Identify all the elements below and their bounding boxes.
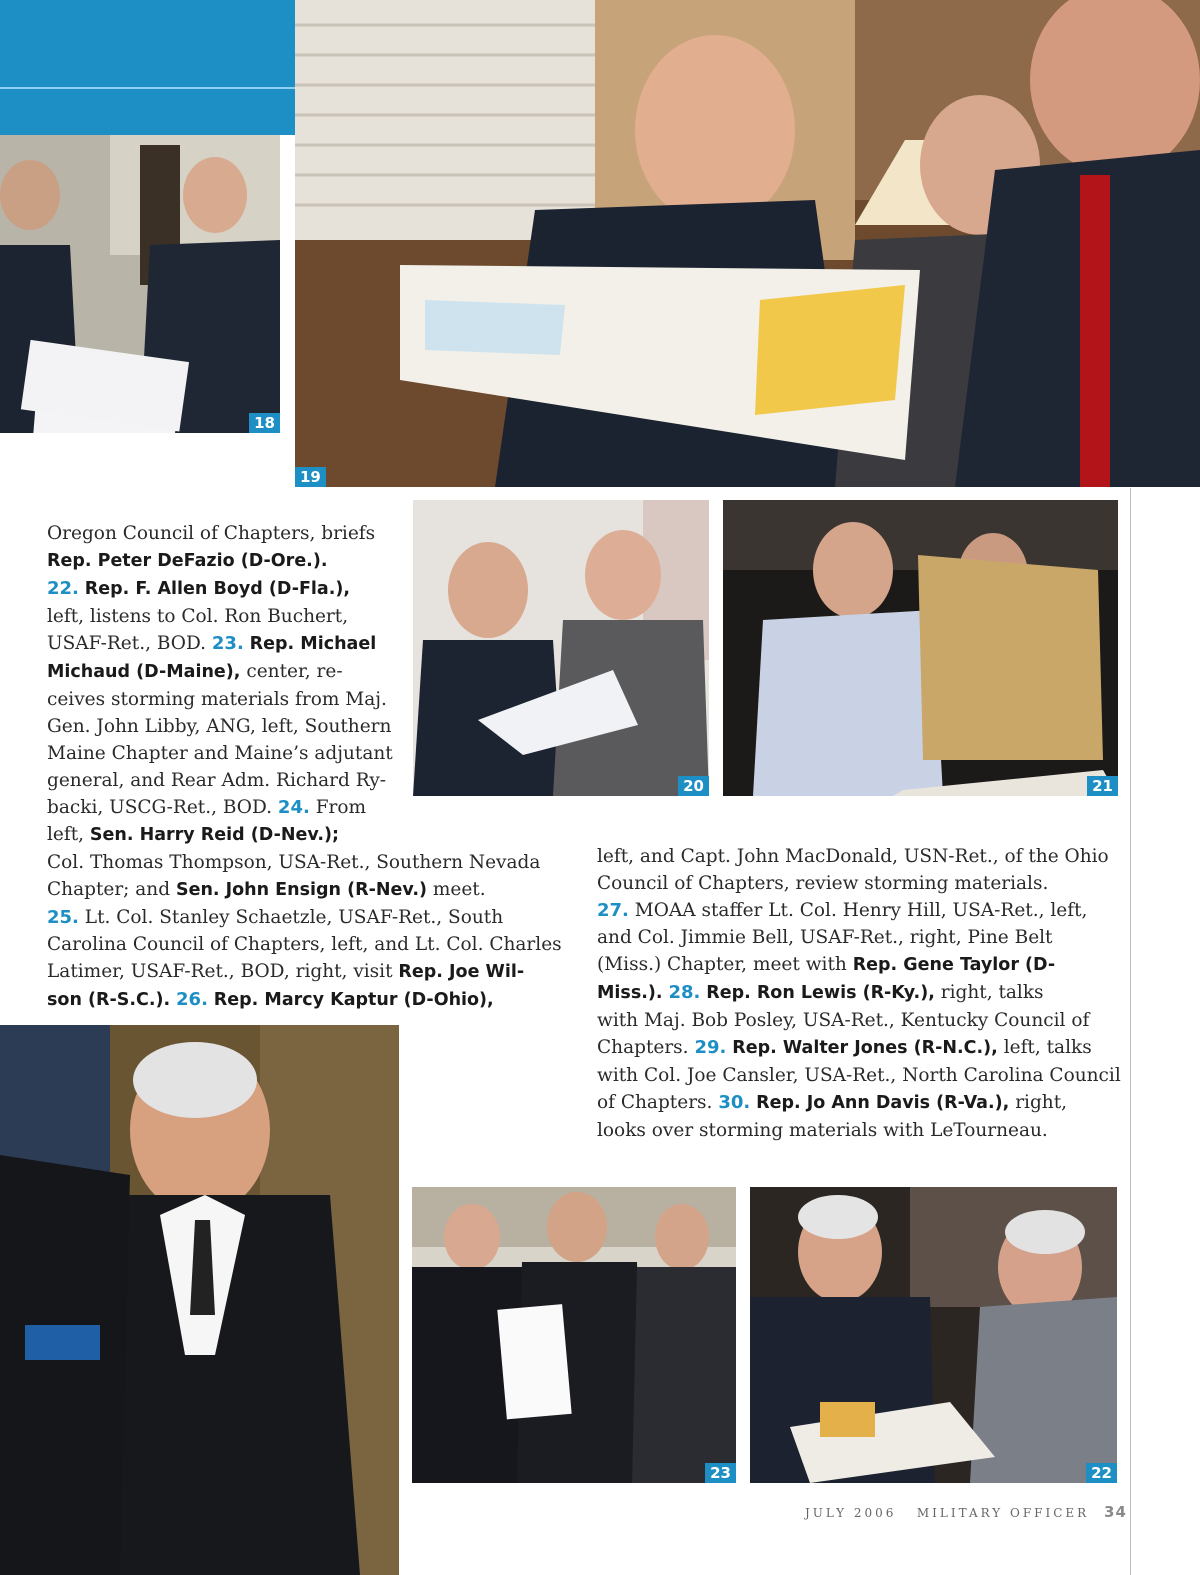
- caption-line: ceives storming materials from Maj.: [47, 689, 387, 710]
- photo-number: 21: [1087, 776, 1118, 796]
- caption-line: 27. MOAA staffer Lt. Col. Henry Hill, USA-Ret., left,: [597, 900, 1088, 921]
- caption-line: (Miss.) Chapter, meet with Rep. Gene Taylor (D-: [597, 954, 1056, 975]
- page-footer: [805, 1503, 1127, 1521]
- caption-line: general, and Rear Adm. Richard Ry-: [47, 770, 387, 791]
- caption-line: Maine Chapter and Maine’s adjutant: [47, 743, 393, 764]
- photo-23: [412, 1187, 736, 1483]
- caption-line: backi, USCG-Ret., BOD. 24. From: [47, 797, 367, 818]
- photo-number: 19: [295, 467, 326, 487]
- caption-line: with Maj. Bob Posley, USA-Ret., Kentucky Council of: [597, 1010, 1090, 1031]
- caption-line: left, Sen. Harry Reid (D-Nev.);: [47, 824, 340, 845]
- caption-line: Gen. John Libby, ANG, left, Southern: [47, 716, 392, 737]
- caption-line: Miss.). 28. Rep. Ron Lewis (R-Ky.), right, talks: [597, 982, 1044, 1003]
- caption-line: Oregon Council of Chapters, briefs: [47, 523, 376, 544]
- footer-magazine: MILITARY OFFICER: [916, 1506, 1090, 1520]
- caption-line: Col. Thomas Thompson, USA-Ret., Southern Nevada: [47, 852, 541, 873]
- photo-large-left: [0, 1025, 399, 1575]
- caption-line: Chapter; and Sen. John Ensign (R-Nev.) meet.: [47, 879, 486, 900]
- photo-number: 20: [678, 776, 709, 796]
- section-color-block: [0, 0, 295, 135]
- caption-line: left, listens to Col. Ron Buchert,: [47, 606, 349, 627]
- caption-line: with Col. Joe Cansler, USA-Ret., North Carolina Council: [597, 1065, 1121, 1086]
- photo-21: [723, 500, 1118, 796]
- caption-line: Carolina Council of Chapters, left, and Lt. Col. Charles: [47, 934, 562, 955]
- photo-number: 22: [1086, 1463, 1117, 1483]
- photo-22: [750, 1187, 1117, 1483]
- caption-left-column: [47, 520, 567, 1014]
- footer-issue: JULY 2006: [805, 1506, 897, 1520]
- caption-line: and Col. Jimmie Bell, USAF-Ret., right, Pine Belt: [597, 927, 1053, 948]
- photo-number: 23: [705, 1463, 736, 1483]
- caption-line: looks over storming materials with LeTourneau.: [597, 1120, 1048, 1141]
- caption-line: Chapters. 29. Rep. Walter Jones (R-N.C.), left, talks: [597, 1037, 1092, 1058]
- page-number: 34: [1104, 1503, 1127, 1521]
- caption-line: Michaud (D-Maine), center, re-: [47, 661, 343, 682]
- caption-right-column: [597, 843, 1127, 1144]
- caption-line: Rep. Peter DeFazio (D-Ore.).: [47, 551, 328, 571]
- column-rule: [1130, 488, 1131, 1575]
- caption-line: of Chapters. 30. Rep. Jo Ann Davis (R-Va.), right,: [597, 1092, 1068, 1113]
- caption-line: 22. Rep. F. Allen Boyd (D-Fla.),: [47, 578, 351, 599]
- color-block-rule: [0, 87, 295, 89]
- photo-19: [295, 0, 1200, 487]
- caption-line: USAF-Ret., BOD. 23. Rep. Michael: [47, 633, 377, 654]
- photo-number: 18: [249, 413, 280, 433]
- caption-line: son (R-S.C.). 26. Rep. Marcy Kaptur (D-Ohio),: [47, 989, 494, 1010]
- caption-line: left, and Capt. John MacDonald, USN-Ret., of the Ohio: [597, 846, 1109, 867]
- caption-line: 25. Lt. Col. Stanley Schaetzle, USAF-Ret., South: [47, 907, 504, 928]
- caption-line: Latimer, USAF-Ret., BOD, right, visit Rep. Joe Wil-: [47, 961, 525, 982]
- photo-18: [0, 135, 280, 433]
- caption-line: Council of Chapters, review storming materials.: [597, 873, 1049, 894]
